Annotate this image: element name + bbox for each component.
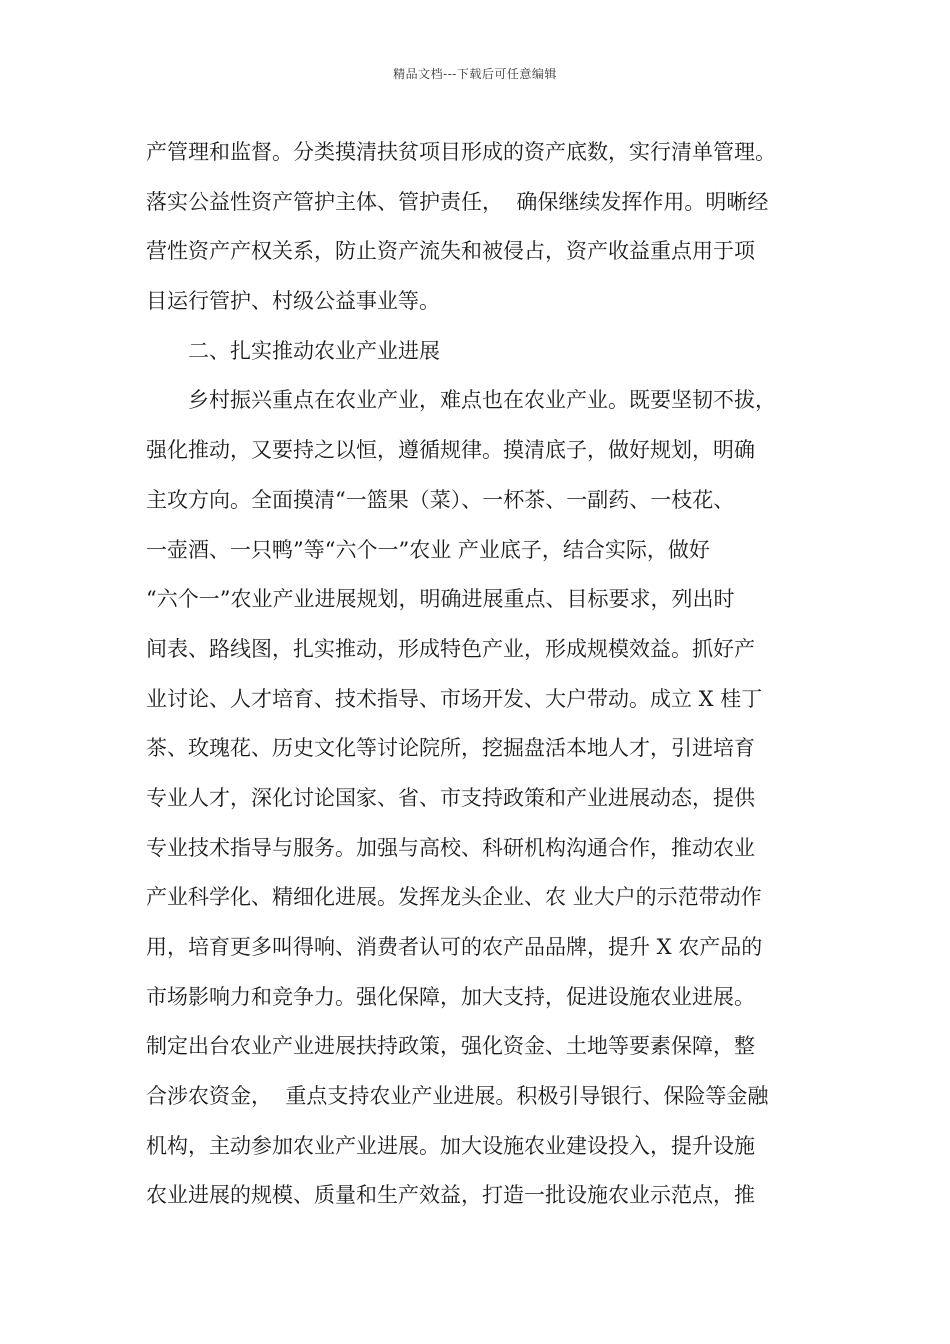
text-line: 茶、玫瑰花、历史文化等讨论院所，挖掘盘活本地人才，引进培育 (146, 736, 755, 761)
text-line: 市场影响力和竞争力。强化保障，加大支持，促进设施农业进展。 (146, 984, 755, 1009)
text-line: 产业科学化、精细化进展。发挥龙头企业、农 业大户的示范带动作 (146, 885, 762, 910)
document-body (146, 130, 818, 1223)
text-line: 主攻方向。全面摸清“一篮果（菜）、一杯茶、一副药、一枝花、 (146, 487, 735, 512)
text-line: 制定出台农业产业进展扶持政策，强化资金、土地等要素保障，整 (146, 1034, 755, 1059)
text-line: 机构，主动参加农业产业进展。加大设施农业建设投入，提升设施 (146, 1133, 755, 1158)
text-line: 业讨论、人才培育、技术指导、市场开发、大户带动。成立 X 桂丁 (146, 686, 763, 711)
text-line: “六个一”农业产业进展规划，明确进展重点、目标要求，列出时 (146, 587, 735, 612)
text-line: 用，培育更多叫得响、消费者认可的农产品品牌，提升 X 农产品的 (146, 935, 763, 959)
text-line: 专业技术指导与服务。加强与高校、科研机构沟通合作，推动农业 (146, 835, 755, 860)
page-header: 精品文档---下载后可任意编辑 (393, 67, 557, 81)
text-line: 合涉农资金， 重点支持农业产业进展。积极引导银行、保险等金融 (146, 1084, 769, 1109)
text-line: 强化推动，又要持之以恒，遵循规律。摸清底子，做好规划，明确 (146, 438, 755, 463)
text-line: 专业人才，深化讨论国家、省、市支持政策和产业进展动态，提供 (146, 785, 755, 810)
section-heading: 二、扎实推动农业产业进展 (188, 338, 440, 363)
text-line: 目运行管护、村级公益事业等。 (146, 289, 440, 314)
text-line: 落实公益性资产管护主体、管护责任， 确保继续发挥作用。明晰经 (146, 189, 769, 214)
text-line: 农业进展的规模、质量和生产效益，打造一批设施农业示范点，推 (146, 1183, 755, 1208)
paragraph-first-line: 乡村振兴重点在农业产业，难点也在农业产业。既要坚韧不拔， (188, 388, 776, 413)
text-line: 间表、路线图，扎实推动，形成特色产业，形成规模效益。抓好产 (146, 636, 755, 661)
text-line: 一壶酒、一只鸭”等“六个一”农业 产业底子，结合实际，做好 (146, 537, 710, 562)
text-line: 产管理和监督。分类摸清扶贫项目形成的资产底数，实行清单管理。 (146, 140, 776, 164)
text-line: 营性资产产权关系，防止资产流失和被侵占，资产收益重点用于项 (146, 239, 755, 264)
